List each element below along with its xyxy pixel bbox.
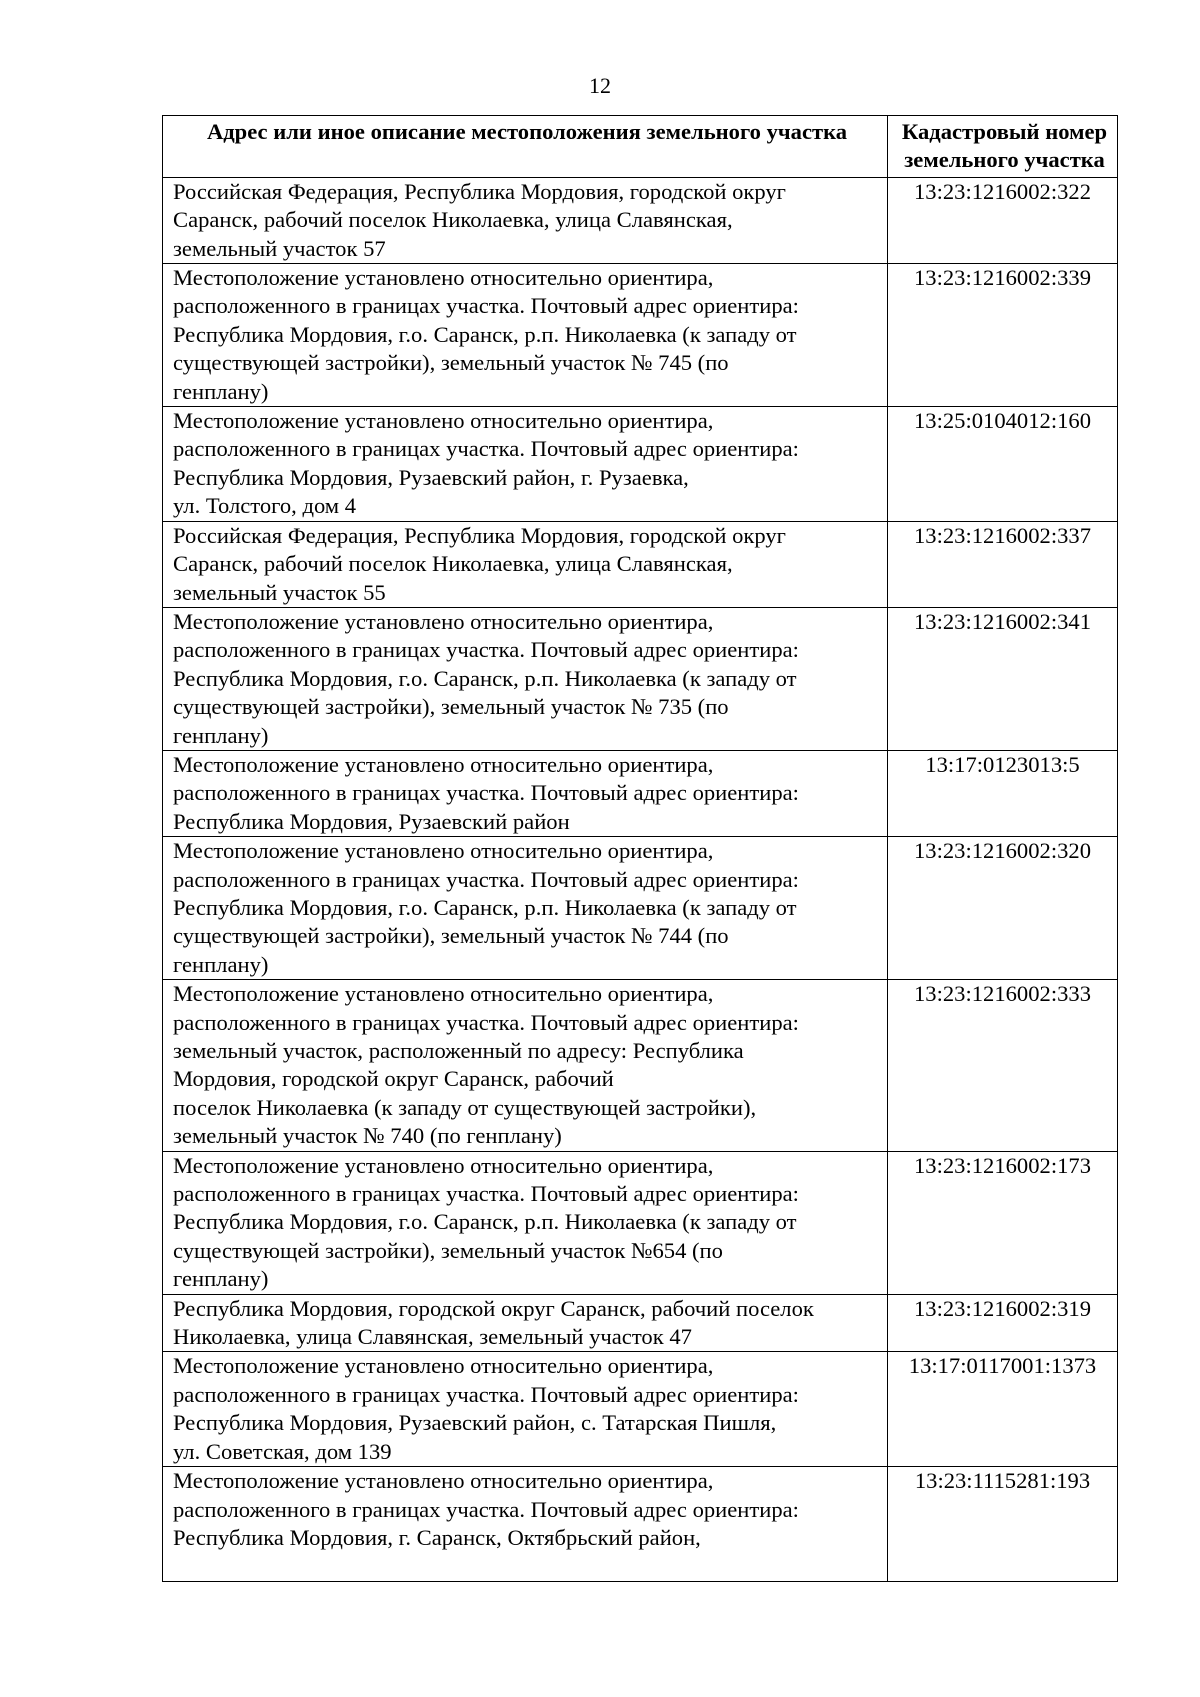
address-line: существующей застройки), земельный участок № 744 (по: [173, 923, 729, 949]
address-line: земельный участок, расположенный по адресу: Республика: [173, 1038, 744, 1063]
page-number: 12: [589, 73, 611, 98]
address-line: Республика Мордовия, Рузаевский район: [173, 808, 570, 834]
address-cell: [163, 980, 888, 1151]
header-address: [163, 116, 888, 178]
cadastral-number-cell: 13:23:1216002:319: [888, 1294, 1118, 1352]
address-line: расположенного в границах участка. Почтовый адрес ориентира:: [173, 293, 799, 319]
address-line: Республика Мордовия, городской округ Саранск, рабочий поселок: [173, 1295, 814, 1321]
cadastral-number-cell: 13:17:0123013:5: [888, 750, 1118, 836]
table-row: [163, 177, 1118, 263]
address-line: Местоположение установлено относительно ориентира,: [173, 265, 714, 291]
address-line: генплану): [173, 378, 269, 404]
address-line: Республика Мордовия, г.о. Саранск, р.п. Николаевка (к западу от: [173, 894, 797, 920]
table-row: [163, 521, 1118, 607]
table-row: [163, 980, 1118, 1151]
cadastral-number-cell: 13:23:1216002:341: [888, 607, 1118, 750]
address-line: расположенного в границах участка. Почтовый адрес ориентира:: [173, 866, 799, 892]
address-line: Российская Федерация, Республика Мордовия, городской округ: [173, 178, 786, 204]
address-line: расположенного в границах участка. Почтовый адрес ориентира:: [173, 780, 799, 806]
address-cell: [163, 407, 888, 522]
header-cadastral-line: участка: [1024, 147, 1105, 173]
table-row: [163, 1467, 1118, 1582]
address-line: Местоположение установлено относительно ориентира,: [173, 1152, 714, 1178]
address-line: Республика Мордовия, г. Саранск, Октябрьский район,: [173, 1524, 701, 1550]
table-header-row: [163, 116, 1118, 178]
address-cell: [163, 607, 888, 750]
address-line: земельный участок № 740 (по генплану): [173, 1123, 562, 1149]
address-line: земельный участок 55: [173, 579, 386, 605]
address-line: Республика Мордовия, Рузаевский район, с. Татарская Пишля,: [173, 1410, 777, 1436]
cadastral-number-cell: 13:25:0104012:160: [888, 407, 1118, 522]
header-address-label: Адрес или иное описание местоположения земельного участка: [206, 119, 848, 144]
address-line: Местоположение установлено относительно ориентира,: [173, 1353, 714, 1379]
address-line: Республика Мордовия, г.о. Саранск, р.п. Николаевка (к западу от: [173, 321, 797, 347]
table-row: [163, 1151, 1118, 1294]
address-line: Местоположение установлено относительно ориентира,: [173, 838, 714, 864]
table-row: [163, 1294, 1118, 1352]
header-cadastral-line: номер земельного: [904, 119, 1108, 173]
table-row: [163, 264, 1118, 407]
address-line: Республика Мордовия, Рузаевский район, г. Рузаевка,: [173, 464, 689, 490]
address-line: Российская Федерация, Республика Мордовия, городской округ: [173, 522, 786, 548]
address-line: Мордовия, городской округ Саранск, рабочий: [173, 1066, 614, 1092]
address-line: генплану): [173, 951, 269, 977]
address-cell: [163, 1294, 888, 1352]
address-line: существующей застройки), земельный участок №654 (по: [173, 1237, 723, 1263]
cadastral-number-cell: 13:23:1115281:193: [888, 1467, 1118, 1582]
cadastral-number-cell: 13:17:0117001:1373: [888, 1352, 1118, 1467]
address-line: Местоположение установлено относительно ориентира,: [173, 751, 714, 777]
address-line: поселок Николаевка (к западу от существующей застройки),: [173, 1094, 757, 1120]
address-cell: [163, 1151, 888, 1294]
address-line: расположенного в границах участка. Почтовый адрес ориентира:: [173, 436, 799, 462]
table-row: [163, 607, 1118, 750]
address-line: земельный участок 57: [173, 235, 386, 261]
address-cell: [163, 1352, 888, 1467]
cadastral-number-cell: 13:23:1216002:173: [888, 1151, 1118, 1294]
address-line: расположенного в границах участка. Почтовый адрес ориентира:: [173, 637, 799, 663]
address-cell: [163, 837, 888, 980]
address-cell: [163, 264, 888, 407]
address-line: расположенного в границах участка. Почтовый адрес ориентира:: [173, 1181, 799, 1207]
address-line: расположенного в границах участка. Почтовый адрес ориентира:: [173, 1496, 799, 1522]
address-cell: [163, 750, 888, 836]
address-line: расположенного в границах участка. Почтовый адрес ориентира:: [173, 1381, 799, 1407]
cadastral-number-cell: 13:23:1216002:322: [888, 177, 1118, 263]
cadastral-number-cell: 13:23:1216002:339: [888, 264, 1118, 407]
table-row: [163, 837, 1118, 980]
address-line: генплану): [173, 1266, 269, 1292]
cadastral-number-cell: 13:23:1216002:333: [888, 980, 1118, 1151]
address-line: Николаевка, улица Славянская, земельный участок 47: [173, 1324, 692, 1350]
address-line: Саранск, рабочий поселок Николаевка, улица Славянская,: [173, 551, 733, 577]
address-cell: [163, 1467, 888, 1582]
address-line: Местоположение установлено относительно ориентира,: [173, 608, 714, 634]
cadastral-number-cell: 13:23:1216002:337: [888, 521, 1118, 607]
address-line: Республика Мордовия, г.о. Саранск, р.п. Николаевка (к западу от: [173, 665, 797, 691]
address-line: Местоположение установлено относительно ориентира,: [173, 1468, 714, 1494]
address-line: ул. Толстого, дом 4: [173, 493, 357, 519]
table-row: [163, 407, 1118, 522]
land-plots-table: [162, 115, 1118, 1582]
address-line: Саранск, рабочий поселок Николаевка, улица Славянская,: [173, 207, 733, 233]
address-line: Местоположение установлено относительно ориентира,: [173, 981, 714, 1007]
cadastral-number-cell: 13:23:1216002:320: [888, 837, 1118, 980]
address-line: расположенного в границах участка. Почтовый адрес ориентира:: [173, 1009, 799, 1035]
table-row: [163, 1352, 1118, 1467]
address-line: ул. Советская, дом 139: [173, 1438, 392, 1464]
table-row: [163, 750, 1118, 836]
address-line: генплану): [173, 722, 269, 748]
address-line: существующей застройки), земельный участок № 735 (по: [173, 694, 729, 720]
address-line: существующей застройки), земельный участок № 745 (по: [173, 350, 729, 376]
address-line: Местоположение установлено относительно ориентира,: [173, 408, 714, 434]
address-line: Республика Мордовия, г.о. Саранск, р.п. Николаевка (к западу от: [173, 1209, 797, 1235]
header-cadastral: [888, 116, 1118, 178]
address-cell: [163, 521, 888, 607]
address-cell: [163, 177, 888, 263]
header-cadastral-line: Кадастровый: [901, 119, 1040, 144]
